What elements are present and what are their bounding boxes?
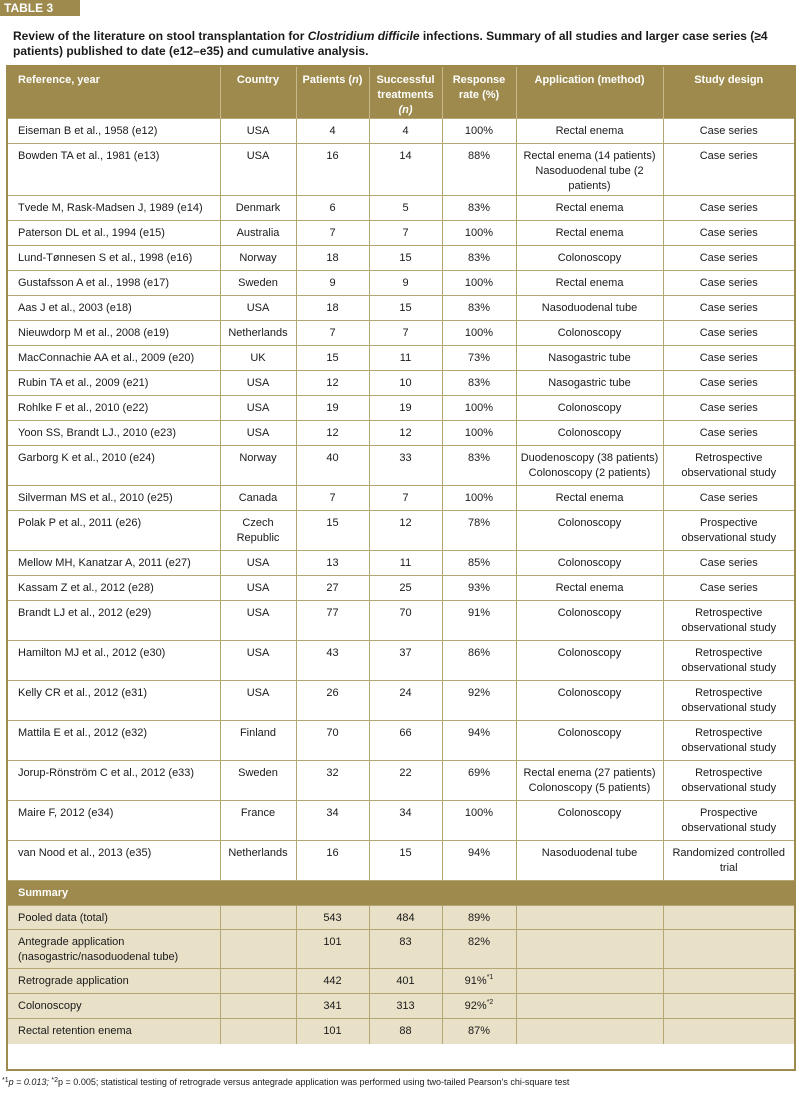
table-row: [8, 551, 794, 576]
table-row: [8, 601, 794, 641]
cell-study-design: Prospective observational study: [663, 511, 794, 551]
summary-successful: 88: [369, 1019, 442, 1044]
cell-application: Colonoscopy: [516, 246, 663, 271]
caption-text-end: infections. Summary of all studies and larger case series (≥4 patients) published to date (e12–e35) and cumulative analysis.: [13, 29, 768, 58]
cell-reference: Maire F, 2012 (e34): [8, 801, 220, 841]
cell-study-design: Case series: [663, 576, 794, 601]
summary-patients: 101: [296, 930, 369, 969]
cell-country: USA: [220, 296, 296, 321]
table-row: [8, 119, 794, 144]
cell-patients: 13: [296, 551, 369, 576]
cell-successful: 7: [369, 486, 442, 511]
cell-response-rate: 100%: [442, 119, 516, 144]
summary-rate-value: 87%: [467, 1025, 491, 1037]
cell-patients: 4: [296, 119, 369, 144]
summary-application-empty: [516, 930, 663, 969]
cell-patients: 43: [296, 641, 369, 681]
summary-row: [8, 994, 794, 1019]
table-row: [8, 421, 794, 446]
summary-label: Pooled data (total): [8, 906, 220, 930]
summary-patients: 543: [296, 906, 369, 930]
table-row: [8, 721, 794, 761]
cell-response-rate: 94%: [442, 841, 516, 881]
footnote-mark-2: *2: [51, 1077, 59, 1084]
table-row: [8, 296, 794, 321]
cell-reference: Bowden TA et al., 1981 (e13): [8, 144, 220, 196]
cell-reference: Rubin TA et al., 2009 (e21): [8, 371, 220, 396]
summary-successful: 401: [369, 969, 442, 994]
cell-study-design: Retrospective observational study: [663, 446, 794, 486]
summary-response-rate: [442, 1019, 516, 1044]
header-patients-label: Patients (: [302, 74, 353, 86]
summary-rate-value: 91%: [464, 975, 487, 987]
table-row: [8, 761, 794, 801]
cell-response-rate: 69%: [442, 761, 516, 801]
cell-response-rate: 100%: [442, 221, 516, 246]
cell-reference: Tvede M, Rask-Madsen J, 1989 (e14): [8, 196, 220, 221]
cell-response-rate: 78%: [442, 511, 516, 551]
cell-successful: 9: [369, 271, 442, 296]
summary-design-empty: [663, 930, 794, 969]
cell-study-design: Retrospective observational study: [663, 721, 794, 761]
cell-successful: 25: [369, 576, 442, 601]
cell-reference: Hamilton MJ et al., 2012 (e30): [8, 641, 220, 681]
summary-application-empty: [516, 994, 663, 1019]
cell-response-rate: 86%: [442, 641, 516, 681]
cell-country: Netherlands: [220, 321, 296, 346]
footnote-text-2: p = 0.005; statistical testing of retrograde versus antegrade application was performed using two-tailed Pearson’s chi-square test: [58, 1077, 570, 1087]
summary-application-empty: [516, 1019, 663, 1044]
header-application: Application (method): [516, 67, 663, 119]
cell-study-design: Case series: [663, 421, 794, 446]
cell-successful: 37: [369, 641, 442, 681]
cell-application: Colonoscopy: [516, 396, 663, 421]
cell-response-rate: 91%: [442, 601, 516, 641]
cell-patients: 16: [296, 144, 369, 196]
cell-patients: 15: [296, 346, 369, 371]
cell-response-rate: 83%: [442, 196, 516, 221]
cell-successful: 22: [369, 761, 442, 801]
cell-application: Nasoduodenal tube: [516, 841, 663, 881]
cell-study-design: Case series: [663, 221, 794, 246]
cell-response-rate: 100%: [442, 486, 516, 511]
cell-response-rate: 100%: [442, 396, 516, 421]
summary-row: [8, 930, 794, 969]
cell-patients: 27: [296, 576, 369, 601]
summary-response-rate: [442, 969, 516, 994]
header-study-design: Study design: [663, 67, 794, 119]
cell-response-rate: 100%: [442, 801, 516, 841]
summary-patients: 442: [296, 969, 369, 994]
cell-reference: Rohlke F et al., 2010 (e22): [8, 396, 220, 421]
cell-successful: 12: [369, 421, 442, 446]
table-row: [8, 681, 794, 721]
cell-application: Colonoscopy: [516, 421, 663, 446]
cell-study-design: Case series: [663, 486, 794, 511]
cell-patients: 15: [296, 511, 369, 551]
cell-reference: MacConnachie AA et al., 2009 (e20): [8, 346, 220, 371]
literature-table: [8, 67, 794, 1044]
cell-successful: 12: [369, 511, 442, 551]
summary-row: [8, 1019, 794, 1044]
cell-successful: 19: [369, 396, 442, 421]
cell-response-rate: 83%: [442, 296, 516, 321]
summary-response-rate: [442, 930, 516, 969]
cell-patients: 26: [296, 681, 369, 721]
cell-patients: 18: [296, 246, 369, 271]
cell-country: USA: [220, 421, 296, 446]
cell-application: Rectal enema (14 patients) Nasoduodenal tube (2 patients): [516, 144, 663, 196]
cell-country: USA: [220, 119, 296, 144]
cell-patients: 12: [296, 421, 369, 446]
cell-reference: Lund-Tønnesen S et al., 1998 (e16): [8, 246, 220, 271]
summary-label: Rectal retention enema: [8, 1019, 220, 1044]
cell-patients: 18: [296, 296, 369, 321]
cell-country: USA: [220, 681, 296, 721]
cell-country: USA: [220, 576, 296, 601]
cell-successful: 15: [369, 246, 442, 271]
cell-reference: Kassam Z et al., 2012 (e28): [8, 576, 220, 601]
cell-patients: 7: [296, 221, 369, 246]
cell-response-rate: 83%: [442, 446, 516, 486]
summary-rate-value: 82%: [467, 936, 491, 948]
cell-successful: 7: [369, 321, 442, 346]
summary-rate-value: 92%: [464, 1000, 487, 1012]
cell-application: Colonoscopy: [516, 511, 663, 551]
cell-country: USA: [220, 144, 296, 196]
cell-patients: 77: [296, 601, 369, 641]
summary-rate-footnote-mark: *1: [486, 974, 494, 981]
header-successful-n: (n): [398, 104, 413, 116]
summary-row: [8, 969, 794, 994]
cell-response-rate: 100%: [442, 271, 516, 296]
cell-successful: 34: [369, 801, 442, 841]
cell-response-rate: 83%: [442, 246, 516, 271]
cell-successful: 7: [369, 221, 442, 246]
cell-application: Colonoscopy: [516, 801, 663, 841]
cell-patients: 9: [296, 271, 369, 296]
cell-successful: 11: [369, 346, 442, 371]
table-row: [8, 511, 794, 551]
cell-application: Colonoscopy: [516, 551, 663, 576]
cell-country: USA: [220, 396, 296, 421]
cell-application: Colonoscopy: [516, 681, 663, 721]
cell-reference: Paterson DL et al., 1994 (e15): [8, 221, 220, 246]
cell-country: USA: [220, 641, 296, 681]
cell-study-design: Case series: [663, 296, 794, 321]
cell-successful: 14: [369, 144, 442, 196]
cell-country: USA: [220, 551, 296, 576]
summary-successful: 313: [369, 994, 442, 1019]
summary-label: Antegrade application (nasogastric/nasoduodenal tube): [8, 930, 220, 969]
table-row: [8, 801, 794, 841]
table-row: [8, 271, 794, 296]
table-row: [8, 371, 794, 396]
cell-country: Sweden: [220, 271, 296, 296]
cell-country: USA: [220, 601, 296, 641]
cell-reference: Yoon SS, Brandt LJ., 2010 (e23): [8, 421, 220, 446]
summary-successful: 83: [369, 930, 442, 969]
cell-patients: 19: [296, 396, 369, 421]
summary-rate-footnote-mark: *2: [486, 999, 494, 1006]
cell-study-design: Prospective observational study: [663, 801, 794, 841]
summary-heading: Summary: [8, 881, 794, 906]
cell-successful: 4: [369, 119, 442, 144]
cell-reference: Nieuwdorp M et al., 2008 (e19): [8, 321, 220, 346]
cell-response-rate: 94%: [442, 721, 516, 761]
footnote: [2, 1077, 569, 1087]
cell-reference: Silverman MS et al., 2010 (e25): [8, 486, 220, 511]
cell-study-design: Retrospective observational study: [663, 601, 794, 641]
table-row: [8, 576, 794, 601]
cell-successful: 11: [369, 551, 442, 576]
summary-label: Colonoscopy: [8, 994, 220, 1019]
cell-application: Colonoscopy: [516, 601, 663, 641]
cell-study-design: Retrospective observational study: [663, 681, 794, 721]
cell-study-design: Case series: [663, 119, 794, 144]
cell-study-design: Case series: [663, 396, 794, 421]
table-row: [8, 144, 794, 196]
cell-patients: 70: [296, 721, 369, 761]
cell-application: Rectal enema: [516, 486, 663, 511]
cell-application: Nasoduodenal tube: [516, 296, 663, 321]
cell-reference: Gustafsson A et al., 1998 (e17): [8, 271, 220, 296]
cell-country: UK: [220, 346, 296, 371]
summary-design-empty: [663, 994, 794, 1019]
table-row: [8, 321, 794, 346]
cell-reference: Mellow MH, Kanatzar A, 2011 (e27): [8, 551, 220, 576]
header-response-rate: Response rate (%): [442, 67, 516, 119]
summary-design-empty: [663, 1019, 794, 1044]
header-successful-label: Successful treatments: [376, 74, 435, 101]
cell-response-rate: 100%: [442, 321, 516, 346]
cell-application: Nasogastric tube: [516, 371, 663, 396]
cell-study-design: Case series: [663, 144, 794, 196]
cell-study-design: Retrospective observational study: [663, 641, 794, 681]
table-row: [8, 396, 794, 421]
cell-application: Rectal enema: [516, 221, 663, 246]
cell-patients: 40: [296, 446, 369, 486]
cell-study-design: Retrospective observational study: [663, 761, 794, 801]
cell-successful: 70: [369, 601, 442, 641]
cell-country: Denmark: [220, 196, 296, 221]
caption-italic: Clostridium difficile: [307, 29, 420, 43]
cell-study-design: Case series: [663, 196, 794, 221]
header-patients-n: n: [352, 74, 359, 86]
header-patients-close: ): [358, 74, 363, 86]
header-reference: Reference, year: [8, 67, 220, 119]
cell-response-rate: 92%: [442, 681, 516, 721]
cell-reference: Garborg K et al., 2010 (e24): [8, 446, 220, 486]
cell-application: Colonoscopy: [516, 721, 663, 761]
table-row: [8, 346, 794, 371]
summary-response-rate: [442, 994, 516, 1019]
caption-text: Review of the literature on stool transplantation for: [13, 29, 308, 43]
cell-application: Colonoscopy: [516, 321, 663, 346]
cell-successful: 33: [369, 446, 442, 486]
cell-patients: 7: [296, 321, 369, 346]
cell-country: Norway: [220, 246, 296, 271]
cell-reference: Aas J et al., 2003 (e18): [8, 296, 220, 321]
summary-country-empty: [220, 1019, 296, 1044]
cell-study-design: Case series: [663, 346, 794, 371]
footnote-mark-1: *1: [2, 1077, 9, 1084]
cell-reference: van Nood et al., 2013 (e35): [8, 841, 220, 881]
cell-study-design: Case series: [663, 321, 794, 346]
summary-header-row: [8, 881, 794, 906]
cell-response-rate: 93%: [442, 576, 516, 601]
table-row: [8, 446, 794, 486]
header-patients: [296, 67, 369, 119]
cell-successful: 15: [369, 296, 442, 321]
cell-reference: Polak P et al., 2011 (e26): [8, 511, 220, 551]
cell-response-rate: 88%: [442, 144, 516, 196]
cell-country: France: [220, 801, 296, 841]
cell-response-rate: 73%: [442, 346, 516, 371]
cell-country: Canada: [220, 486, 296, 511]
summary-patients: 101: [296, 1019, 369, 1044]
header-successful: [369, 67, 442, 119]
cell-application: Rectal enema: [516, 271, 663, 296]
cell-successful: 24: [369, 681, 442, 721]
table-row: [8, 246, 794, 271]
summary-application-empty: [516, 969, 663, 994]
cell-application: Duodenoscopy (38 patients) Colonoscopy (2 patients): [516, 446, 663, 486]
cell-application: Rectal enema: [516, 119, 663, 144]
table-row: [8, 641, 794, 681]
summary-country-empty: [220, 906, 296, 930]
cell-response-rate: 83%: [442, 371, 516, 396]
summary-patients: 341: [296, 994, 369, 1019]
table-row: [8, 841, 794, 881]
summary-application-empty: [516, 906, 663, 930]
summary-country-empty: [220, 969, 296, 994]
cell-country: Australia: [220, 221, 296, 246]
header-country: Country: [220, 67, 296, 119]
cell-study-design: Randomized controlled trial: [663, 841, 794, 881]
summary-country-empty: [220, 994, 296, 1019]
cell-response-rate: 85%: [442, 551, 516, 576]
summary-row: [8, 906, 794, 930]
footnote-text-1: p = 0.013;: [8, 1077, 52, 1087]
cell-patients: 6: [296, 196, 369, 221]
cell-successful: 15: [369, 841, 442, 881]
cell-response-rate: 100%: [442, 421, 516, 446]
cell-patients: 34: [296, 801, 369, 841]
summary-successful: 484: [369, 906, 442, 930]
cell-country: Czech Republic: [220, 511, 296, 551]
summary-country-empty: [220, 930, 296, 969]
literature-table-box: [6, 65, 796, 1071]
cell-application: Rectal enema: [516, 576, 663, 601]
cell-successful: 10: [369, 371, 442, 396]
cell-study-design: Case series: [663, 246, 794, 271]
cell-reference: Brandt LJ et al., 2012 (e29): [8, 601, 220, 641]
cell-application: Nasogastric tube: [516, 346, 663, 371]
cell-application: Rectal enema (27 patients) Colonoscopy (5 patients): [516, 761, 663, 801]
cell-reference: Jorup-Rönström C et al., 2012 (e33): [8, 761, 220, 801]
cell-study-design: Case series: [663, 271, 794, 296]
table-body: [8, 119, 794, 1044]
summary-design-empty: [663, 906, 794, 930]
cell-reference: Mattila E et al., 2012 (e32): [8, 721, 220, 761]
cell-country: Norway: [220, 446, 296, 486]
cell-country: USA: [220, 371, 296, 396]
table-caption: [13, 29, 788, 59]
table-label: TABLE 3: [0, 0, 80, 16]
cell-successful: 5: [369, 196, 442, 221]
cell-patients: 7: [296, 486, 369, 511]
table-row: [8, 196, 794, 221]
cell-application: Colonoscopy: [516, 641, 663, 681]
cell-country: Netherlands: [220, 841, 296, 881]
table-row: [8, 221, 794, 246]
cell-patients: 12: [296, 371, 369, 396]
cell-study-design: Case series: [663, 371, 794, 396]
cell-patients: 16: [296, 841, 369, 881]
summary-rate-value: 89%: [467, 912, 491, 924]
summary-response-rate: [442, 906, 516, 930]
cell-study-design: Case series: [663, 551, 794, 576]
cell-reference: Eiseman B et al., 1958 (e12): [8, 119, 220, 144]
table-row: [8, 486, 794, 511]
cell-country: Finland: [220, 721, 296, 761]
cell-patients: 32: [296, 761, 369, 801]
cell-successful: 66: [369, 721, 442, 761]
cell-reference: Kelly CR et al., 2012 (e31): [8, 681, 220, 721]
cell-country: Sweden: [220, 761, 296, 801]
table-header-row: [8, 67, 794, 119]
summary-label: Retrograde application: [8, 969, 220, 994]
cell-application: Rectal enema: [516, 196, 663, 221]
summary-design-empty: [663, 969, 794, 994]
